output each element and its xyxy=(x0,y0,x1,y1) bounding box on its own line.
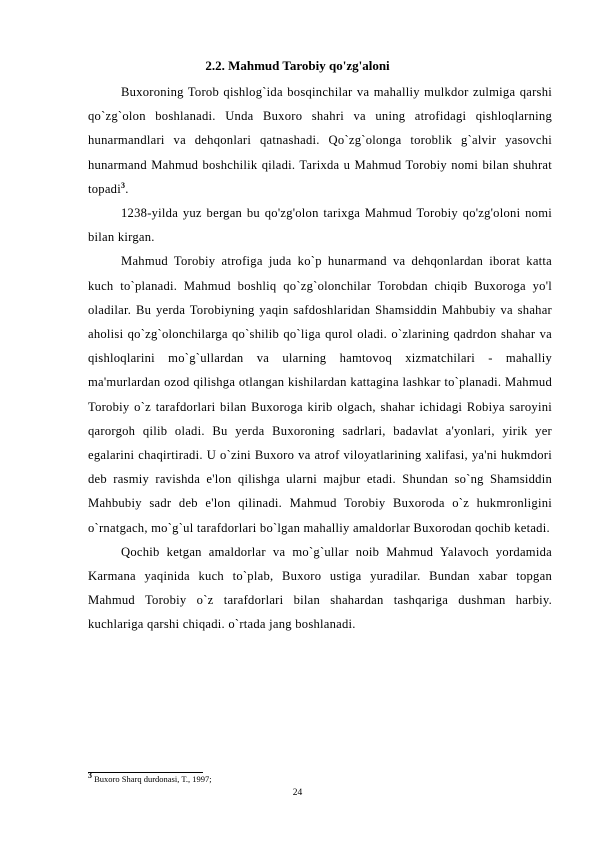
paragraph-3: Mahmud Torobiy atrofiga juda ko`p hunarmand va dehqonlardan iborat katta kuch to`planadi. Mahmud boshliq qo`zg`olonchilar Torobdan chiqib Buxoroga yo'l oladilar. Bu yerda Torobiyning yaqin safdoshlaridan Shamsiddin Mahbubiy va shahar aholisi qo`zg`olonchilarga qo`shilib qo`liga qurol oladi. o`zlarining qadrdon shahar va qishloqlarini mo`g`ullardan va ularning hamtovoq xizmatchilari - mahalliy ma'murlardan ozod qilishga otlangan kishilardan kattagina lashkar to`planadi. Mahmud Torobiy o`z tarafdorlari bilan Buxoroga kirib olgach, shahar ichidagi Robiya saroyini qarorgoh qilib oladi. Bu yerda Buxoroning sadrlari, badavlat a'yonlari, yirik yer egalarini chaqirtiradi. U o`zini Buxoro va atrof viloyatlarining xalifasi, ya'ni hukmdori deb rasmiy ravishda e'lon qilishga ularni majbur etadi. Shundan so`ng Shamsiddin Mahbubiy sadr deb e'lon qilinadi. Mahmud Torobiy Buxoroda o`z hukmronligini o`rnatgach, mo`g`ul tarafdorlari bo`lgan mahalliy amaldorlar Buxorodan qochib ketadi. xyxy=(88,254,552,535)
paragraph-2: 1238-yilda yuz bergan bu qo'zg'olon tarixga Mahmud Torobiy qo'zg'oloni nomi bilan kirgan. xyxy=(88,206,552,245)
footnote-reference[interactable]: 3 xyxy=(120,180,126,190)
paragraph-1-text: Buxoroning Torob qishlog`ida bosqinchilar va mahalliy mulkdor zulmiga qarshi qo`zg`olon boshlanadi. Unda Buxoro shahri va uning atrofidagi qishloqlarning hunarmandlari va dehqonlari qatnashadi. Qo`zg`olonga toroblik g`alvir yasovchi hunarmand Mahmud boshchilik qiladi. Tarixda u Mahmud Torobiy nomi bilan shuhrat topadi xyxy=(88,85,552,196)
footnote-marker: 3 xyxy=(88,771,92,781)
section-title: 2.2. Mahmud Tarobiy qo'zg'aloni xyxy=(205,58,390,73)
paragraph-1 xyxy=(88,80,552,201)
footnote-divider xyxy=(88,772,203,773)
body-text xyxy=(88,80,552,637)
footnote xyxy=(88,771,552,784)
page-number: 24 xyxy=(292,788,303,798)
paragraph-1-tail: . xyxy=(125,181,129,196)
paragraph-4: Qochib ketgan amaldorlar va mo`g`ullar noib Mahmud Yalavoch yordamida Karmana yaqinida kuch to`plab, Buxoro ustiga yuradilar. Bundan xabar topgan Mahmud Torobiy o`z tarafdorlari bilan shahardan tashqariga dushman harbiy. kuchlariga qarshi chiqadi. o`rtada jang boshlanadi. xyxy=(88,544,552,632)
footnote-text: Buxoro Sharq durdonasi, T., 1997; xyxy=(92,774,212,784)
